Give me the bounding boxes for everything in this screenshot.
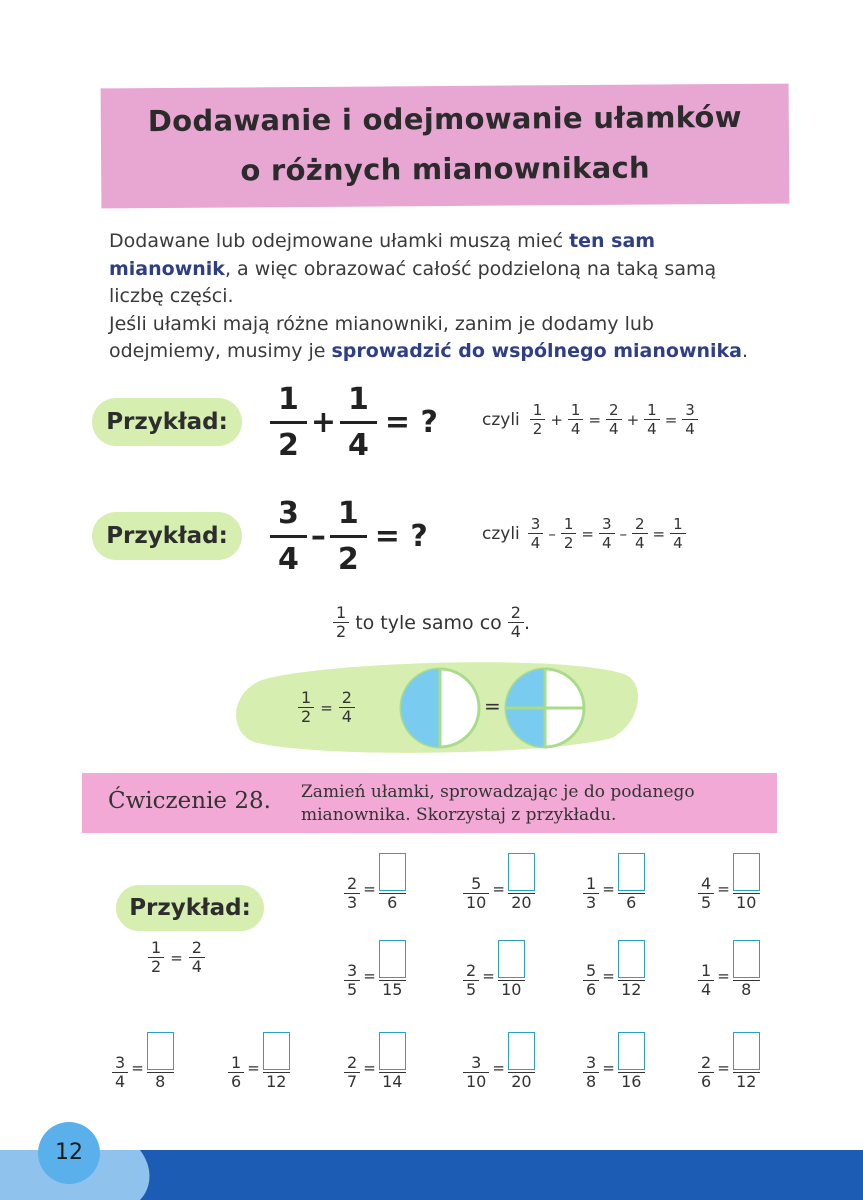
example2-step-fraction: 2 4 [632, 516, 648, 551]
exercise-task [698, 1032, 760, 1091]
equivalence-note [333, 605, 530, 640]
answer-box[interactable] [733, 940, 760, 978]
intro-p1-text-a: Dodawane lub odejmowane ułamki muszą mieć [109, 230, 570, 252]
example1-step-fraction: 2 4 [606, 402, 622, 437]
visual-fraction-a: 1 2 [298, 690, 314, 725]
task-answer [618, 940, 645, 999]
exercise-task [344, 940, 406, 999]
example2-czyli: czyli [482, 523, 520, 544]
task-fraction: 5 10 [463, 876, 489, 911]
example1-steps [482, 402, 698, 437]
task-equals: = [602, 967, 615, 985]
task-target-denominator: 16 [621, 1072, 642, 1091]
note-period: . [523, 611, 531, 634]
example2-step-operator: = [652, 524, 666, 543]
exercise-example-fraction-b: 2 4 [189, 940, 205, 975]
intro-paragraph [109, 228, 749, 366]
task-answer [508, 853, 535, 912]
example2-step-fraction: 1 4 [670, 516, 686, 551]
example1-equation [270, 382, 438, 463]
exercise-task [344, 1032, 406, 1091]
example-label-1: Przykład: [92, 398, 242, 446]
exercise-task [463, 940, 525, 999]
task-fraction: 4 5 [698, 876, 714, 911]
answer-box[interactable] [618, 853, 645, 891]
answer-box[interactable] [733, 853, 760, 891]
task-equals: = [717, 1059, 730, 1077]
task-fraction: 2 6 [698, 1055, 714, 1090]
task-target-denominator: 6 [387, 893, 398, 912]
task-fraction: 2 7 [344, 1055, 360, 1090]
task-equals: = [492, 1059, 505, 1077]
task-fraction: 3 8 [583, 1055, 599, 1090]
circle-equals: = [484, 694, 501, 718]
task-fraction: 2 5 [463, 963, 479, 998]
task-equals: = [363, 880, 376, 898]
exercise-example [148, 940, 205, 975]
exercise-task [463, 853, 535, 912]
task-equals: = [363, 1059, 376, 1077]
exercise-task [583, 853, 645, 912]
visual-equals: = [320, 698, 333, 717]
example2-step-operator: = [581, 524, 594, 543]
task-answer [733, 1032, 760, 1091]
task-answer [263, 1032, 290, 1091]
exercise-task [344, 853, 406, 912]
example2-steps [482, 516, 686, 551]
intro-p2-text-b: . [742, 340, 749, 362]
answer-box[interactable] [263, 1032, 290, 1070]
exercise-example-equals: = [170, 948, 183, 967]
exercise-instructions-line2: mianownika. Skorzystaj z przykładu. [301, 805, 617, 825]
task-equals: = [482, 967, 495, 985]
intro-p2-text-a: Jeśli ułamki mają różne mianowniki, zanim je dodamy lub odejmiemy, musimy je [109, 312, 654, 362]
answer-box[interactable] [498, 940, 525, 978]
task-target-denominator: 6 [626, 893, 637, 912]
task-target-denominator: 12 [266, 1072, 287, 1091]
exercise-task [698, 853, 760, 912]
example2-fraction-a: 3 4 [270, 496, 307, 577]
circle-halves-icon [398, 666, 482, 750]
answer-box[interactable] [379, 940, 406, 978]
example2-step-fraction: 3 4 [528, 516, 544, 551]
task-answer [147, 1032, 174, 1091]
example1-operator: + [310, 405, 337, 440]
example1-equals-question: = ? [384, 405, 438, 440]
task-target-denominator: 12 [736, 1072, 757, 1091]
answer-box[interactable] [379, 1032, 406, 1070]
task-equals: = [131, 1059, 144, 1077]
intro-p2-highlight: sprowadzić do wspólnego mianownika [331, 340, 742, 362]
example2-step-fraction: 1 2 [561, 516, 577, 551]
example2-operator: – [310, 519, 326, 554]
answer-box[interactable] [618, 940, 645, 978]
intro-p1-highlight: ten sam mianownik [109, 230, 656, 280]
example1-fraction-b: 1 4 [340, 382, 377, 463]
example1-fraction-a: 1 2 [270, 382, 307, 463]
task-answer [618, 1032, 645, 1091]
task-fraction: 2 3 [344, 876, 360, 911]
task-fraction: 1 4 [698, 963, 714, 998]
task-equals: = [717, 967, 730, 985]
answer-box[interactable] [733, 1032, 760, 1070]
note-text: to tyle samo co [355, 611, 502, 634]
task-fraction: 1 6 [228, 1055, 244, 1090]
task-equals: = [492, 880, 505, 898]
answer-box[interactable] [508, 1032, 535, 1070]
task-fraction: 3 5 [344, 963, 360, 998]
task-answer [733, 940, 760, 999]
example1-step-fraction: 1 4 [568, 402, 584, 437]
example1-step-fraction: 1 2 [530, 402, 546, 437]
task-target-denominator: 20 [511, 1072, 532, 1091]
example2-step-operator: – [619, 524, 627, 543]
example2-step-operator: – [548, 524, 556, 543]
example1-step-fraction: 3 4 [682, 402, 698, 437]
task-answer [618, 853, 645, 912]
task-equals: = [602, 1059, 615, 1077]
exercise-label: Ćwiczenie 28. [108, 788, 271, 814]
task-target-denominator: 8 [155, 1072, 166, 1091]
task-equals: = [602, 880, 615, 898]
task-equals: = [363, 967, 376, 985]
task-answer [379, 1032, 406, 1091]
task-target-denominator: 8 [741, 980, 752, 999]
task-fraction: 1 3 [583, 876, 599, 911]
example1-step-fraction: 1 4 [644, 402, 660, 437]
note-fraction-a: 1 2 [333, 605, 349, 640]
intro-p1-text-b: , a więc obrazować całość podzieloną na taką samą liczbę części. [109, 257, 717, 307]
answer-box[interactable] [147, 1032, 174, 1070]
example1-czyli: czyli [482, 409, 520, 430]
example1-step-operator: = [588, 410, 602, 429]
exercise-task [583, 940, 645, 999]
task-answer [733, 853, 760, 912]
page-title-line2: o różnych mianownikach [240, 150, 651, 188]
page-title-line1: Dodawanie i odejmowanie ułamków [147, 99, 742, 139]
example2-fraction-b: 1 2 [330, 496, 367, 577]
circle-quarters-icon [503, 666, 587, 750]
task-target-denominator: 10 [501, 980, 522, 999]
answer-box[interactable] [508, 853, 535, 891]
task-target-denominator: 20 [511, 893, 532, 912]
task-fraction: 5 6 [583, 963, 599, 998]
task-fraction: 3 4 [112, 1055, 128, 1090]
task-answer [379, 940, 406, 999]
exercise-task [463, 1032, 535, 1091]
task-target-denominator: 12 [621, 980, 642, 999]
task-answer [379, 853, 406, 912]
exercise-task [583, 1032, 645, 1091]
task-answer [508, 1032, 535, 1091]
page-number: 12 [38, 1122, 100, 1184]
example2-equals-question: = ? [374, 519, 428, 554]
answer-box[interactable] [379, 853, 406, 891]
task-target-denominator: 10 [736, 893, 757, 912]
exercise-instructions-line1: Zamień ułamki, sprowadzając je do podanego [301, 782, 695, 802]
exercise-task [698, 940, 760, 999]
example1-step-operator: + [626, 410, 640, 429]
title-banner [101, 84, 790, 209]
example1-step-operator: = [664, 410, 678, 429]
exercise-example-label: Przykład: [116, 885, 264, 931]
exercise-task [228, 1032, 290, 1091]
task-answer [498, 940, 525, 999]
task-target-denominator: 15 [382, 980, 403, 999]
note-fraction-b: 2 4 [508, 605, 524, 640]
answer-box[interactable] [618, 1032, 645, 1070]
task-fraction: 3 10 [463, 1055, 489, 1090]
visual-equation [298, 690, 355, 725]
intro-p1 [109, 228, 749, 311]
intro-p2 [109, 311, 749, 366]
visual-fraction-b: 2 4 [339, 690, 355, 725]
example1-step-operator: + [550, 410, 563, 429]
exercise-example-fraction-a: 1 2 [148, 940, 164, 975]
example-label-2: Przykład: [92, 512, 242, 560]
exercise-task [112, 1032, 174, 1091]
task-equals: = [717, 880, 730, 898]
task-equals: = [247, 1059, 260, 1077]
task-target-denominator: 14 [382, 1072, 403, 1091]
exercise-instructions [301, 781, 695, 827]
example2-step-fraction: 3 4 [599, 516, 615, 551]
example2-equation [270, 496, 428, 577]
